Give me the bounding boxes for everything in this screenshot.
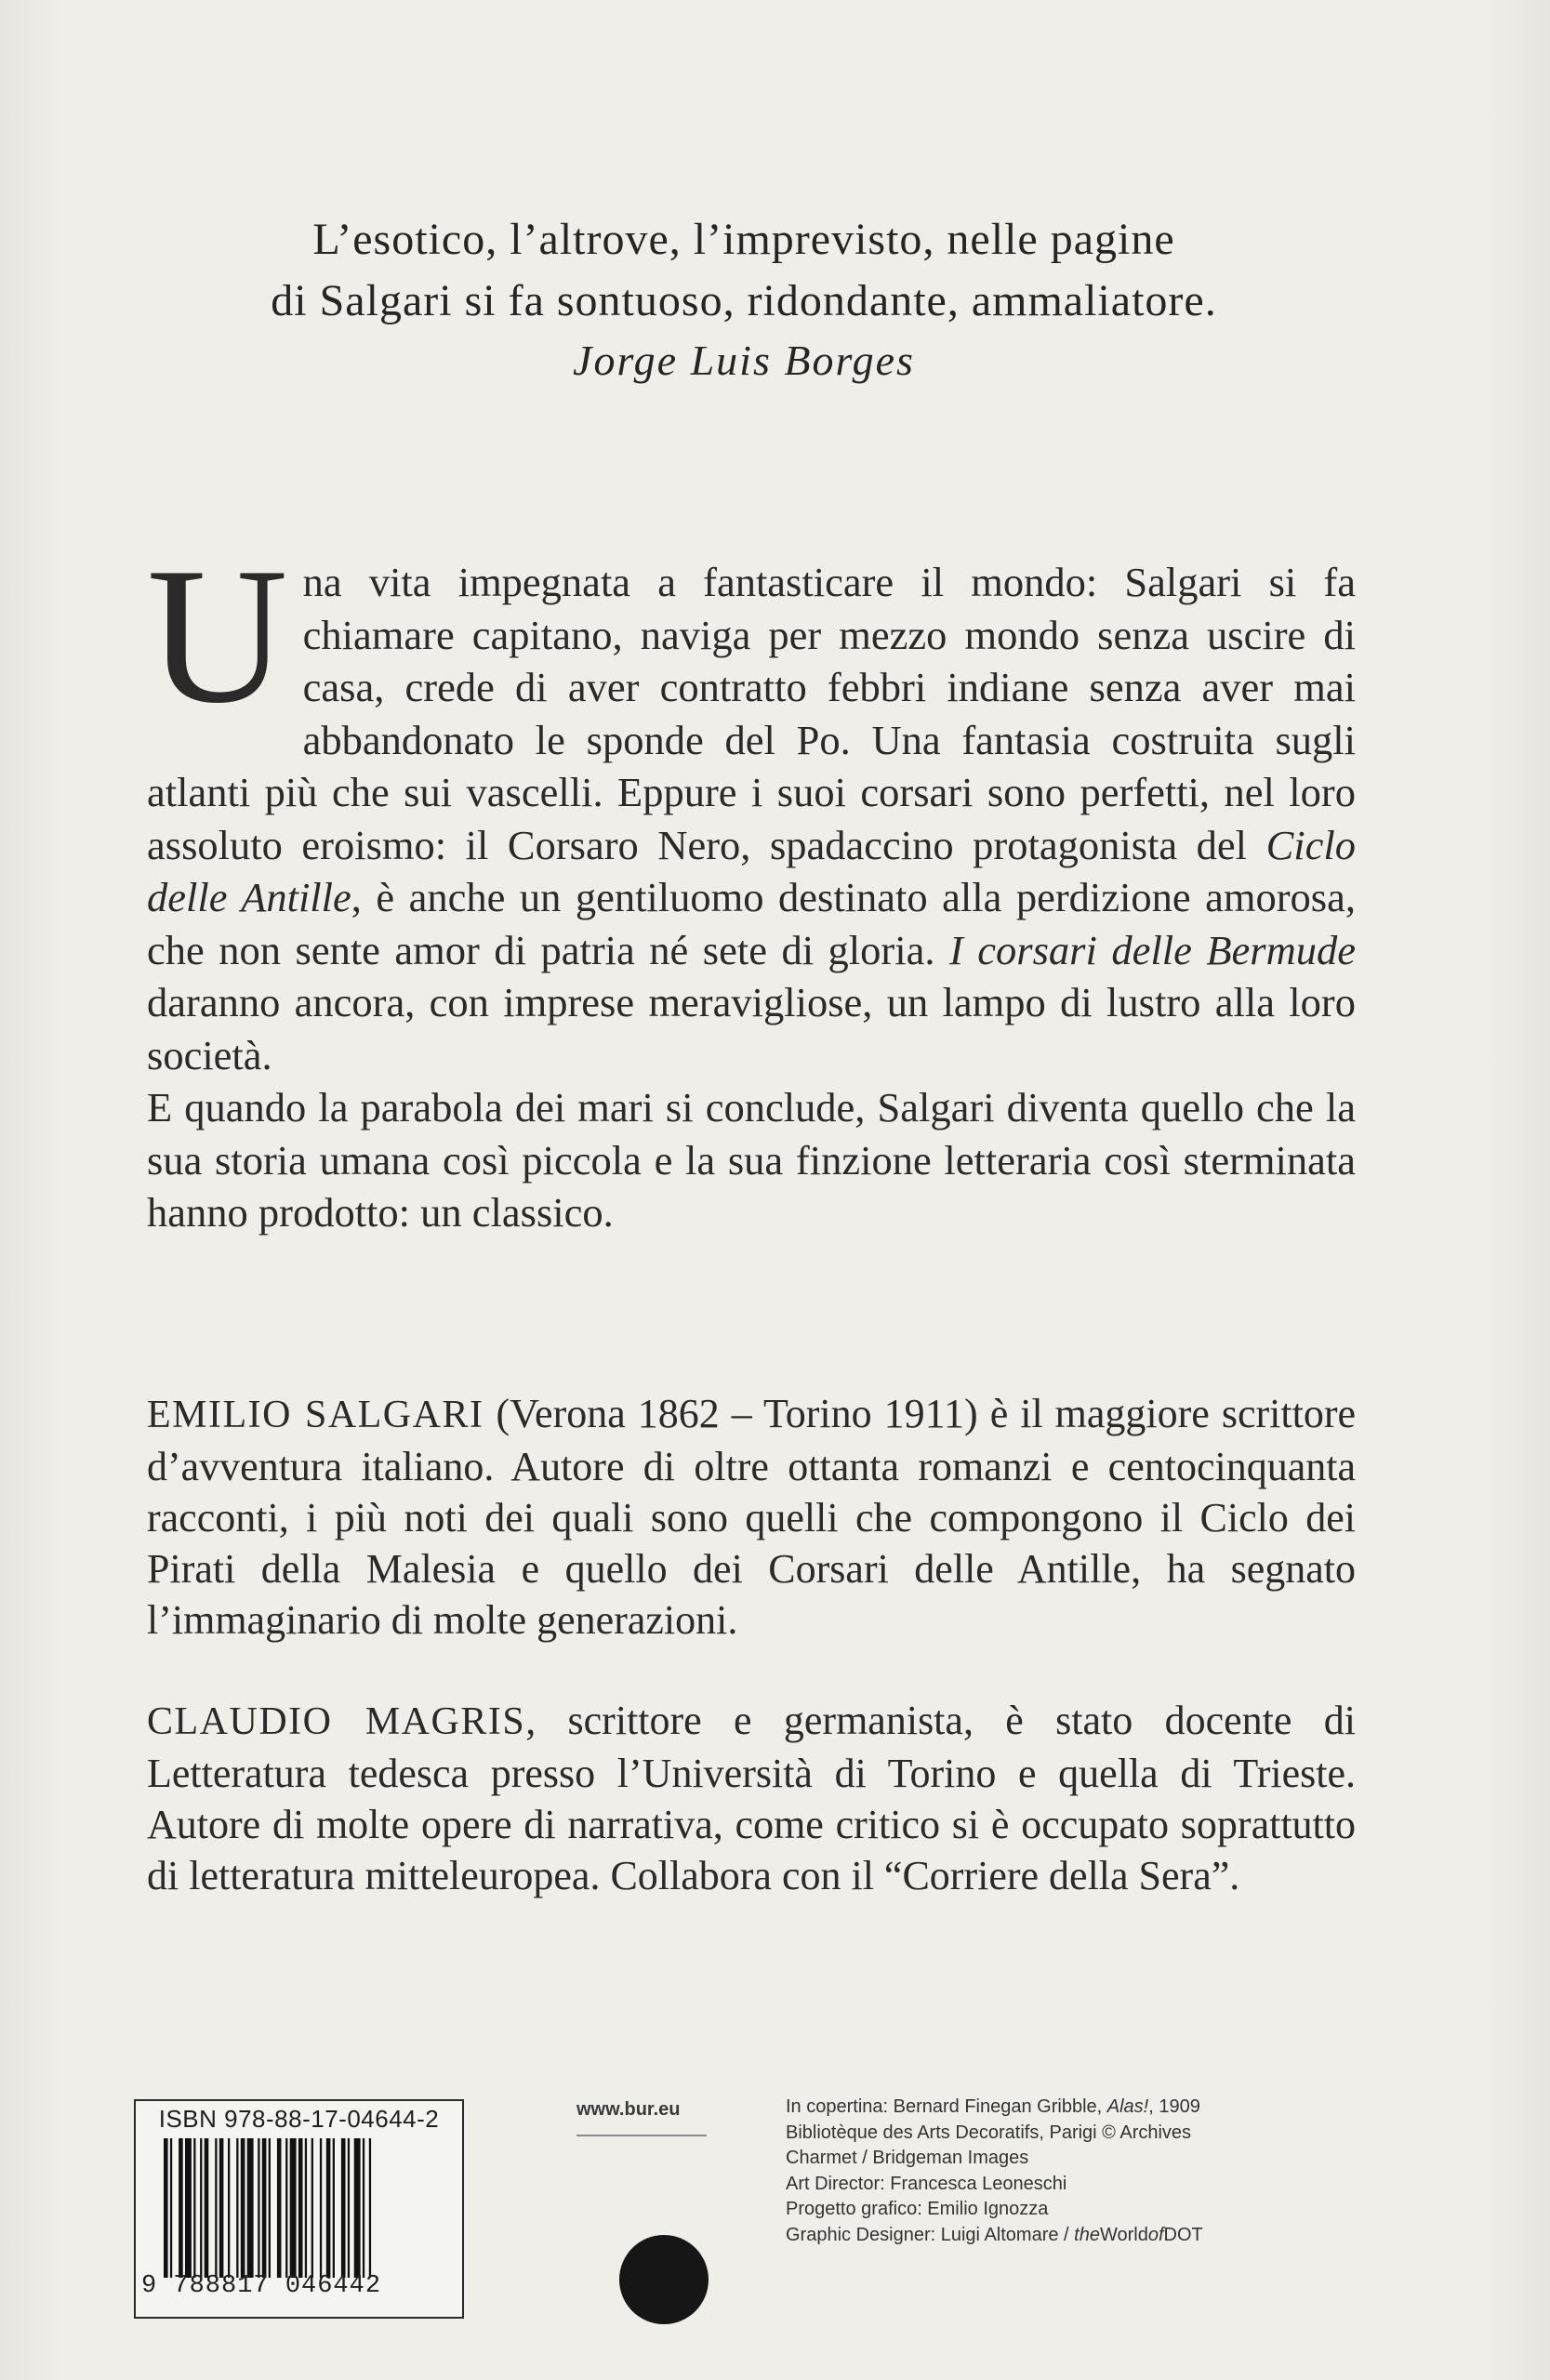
publisher-website[interactable]: www.bur.eu <box>576 2099 681 2120</box>
credit-line-archives: Charmet / Bridgeman Images <box>786 2148 1029 2168</box>
book-description <box>147 528 1356 1239</box>
barcode-bar <box>326 2138 331 2278</box>
description-text-3: daranno ancora, con imprese meravigliose, un lampo di lustro alla loro società. <box>147 979 1356 1078</box>
barcode-bar <box>341 2138 346 2278</box>
author-bio <box>147 1388 1356 1646</box>
barcode-bar <box>369 2138 371 2278</box>
barcode-bar <box>348 2138 350 2278</box>
barcode-bar <box>215 2138 217 2278</box>
barcode-bar <box>320 2138 322 2278</box>
barcode-bar <box>219 2138 224 2278</box>
author-name: EMILIO SALGARI <box>147 1394 484 1436</box>
barcode-bar <box>200 2138 202 2278</box>
drop-cap: U <box>147 528 288 744</box>
credit-line-design: Progetto grafico: Emilio Ignozza <box>786 2199 1049 2219</box>
editor-bio <box>147 1695 1356 1901</box>
barcode-bar <box>205 2138 209 2278</box>
barcode-bar <box>269 2138 271 2278</box>
cover-credits <box>786 2095 1437 2248</box>
barcode-digits: 9 788817 046442 <box>141 2272 382 2300</box>
isbn-barcode <box>134 2099 464 2319</box>
quote-author: Jorge Luis Borges <box>573 337 915 384</box>
quote-line-1: L’esotico, l’altrove, l’imprevisto, nelle pagine <box>312 215 1175 264</box>
divider <box>576 2135 707 2136</box>
barcode-bar <box>193 2138 195 2278</box>
editor-bio-text: , scrittore e germanista, è stato docente di Letteratura tedesca presso l’Università di Torino e quella di Trieste. Autore di molte opere di narrativa, come critico si è occupato soprattutto di letteratura mitteleuropea. Collabora con il “Corriere della Sera”. <box>147 1698 1356 1898</box>
barcode-bar <box>185 2138 192 2278</box>
publisher-logo-dot <box>619 2235 709 2324</box>
description-paragraph-1 <box>147 528 1356 1081</box>
barcode-bar <box>164 2138 168 2278</box>
credit-line-library: Bibliotèque des Arts Decoratifs, Parigi © Archives <box>786 2122 1192 2143</box>
credit-line-graphic-designer: Graphic Designer: Luigi Altomare / theWorldofDOT <box>786 2224 1203 2245</box>
editor-name: CLAUDIO MAGRIS <box>147 1700 526 1743</box>
barcode-bar <box>170 2138 172 2278</box>
barcode-bar <box>298 2138 303 2278</box>
barcode-bar <box>305 2138 307 2278</box>
barcode-bar <box>262 2138 267 2278</box>
barcode-bar <box>228 2138 230 2278</box>
barcode-bar <box>363 2138 364 2278</box>
credit-line-art-director: Art Director: Francesca Leoneschi <box>786 2173 1067 2194</box>
barcode-bar <box>179 2138 183 2278</box>
book-title-bermude: I corsari delle Bermude <box>948 926 1356 973</box>
barcode-bar <box>311 2138 313 2278</box>
barcode-bars <box>164 2138 452 2278</box>
author-bio-text: (Verona 1862 – Torino 1911) è il maggiore scrittore d’avventura italiano. Autore di oltre ottanta romanzi e centocinquanta racconti, i più noti dei quali sono quelli che compongono il Ciclo dei Pirati della Malesia e quello dei Corsari delle Antille, ha segnato l’immaginario di molte generazioni. <box>147 1391 1357 1643</box>
barcode-bar <box>285 2138 287 2278</box>
barcode-bar <box>241 2138 245 2278</box>
barcode-bar <box>258 2138 259 2278</box>
barcode-bar <box>333 2138 335 2278</box>
quote-line-2: di Salgari si fa sontuoso, ridondante, ammaliatore. <box>271 276 1217 325</box>
barcode-bar <box>290 2138 297 2278</box>
barcode-bar <box>236 2138 238 2278</box>
barcode-bar <box>354 2138 361 2278</box>
isbn-label: ISBN 978-88-17-04644-2 <box>158 2105 440 2133</box>
barcode-bar <box>277 2138 282 2278</box>
barcode-bar <box>247 2138 254 2278</box>
description-paragraph-2: E quando la parabola dei mari si conclude, Salgari diventa quello che la sua storia umana così piccola e la sua finzione letteraria così sterminata hanno prodotto: un classico. <box>147 1084 1356 1236</box>
description-text-2: , è anche un gentiluomo destinato alla perdizione amorosa, che non sente amor di patria né sete di gloria. <box>147 874 1356 973</box>
description-text-1: na vita impegnata a fantasticare il mondo: Salgari si fa chiamare capitano, naviga per mezzo mondo senza uscire di casa, crede di aver contratto febbri indiane senza aver mai abbandonato le sponde del Po. Una fantasia costruita sugli atlanti più che sui vascelli. Eppure i suoi corsari sono perfetti, nel loro assoluto eroismo: il Corsaro Nero, spadaccino protagonista del <box>147 559 1356 868</box>
series-title-antille: Ciclo delle Antille <box>147 821 1356 920</box>
credit-line-cover: In copertina: Bernard Finegan Gribble, Alas!, 1909 <box>786 2096 1200 2117</box>
epigraph-quote <box>139 209 1348 391</box>
